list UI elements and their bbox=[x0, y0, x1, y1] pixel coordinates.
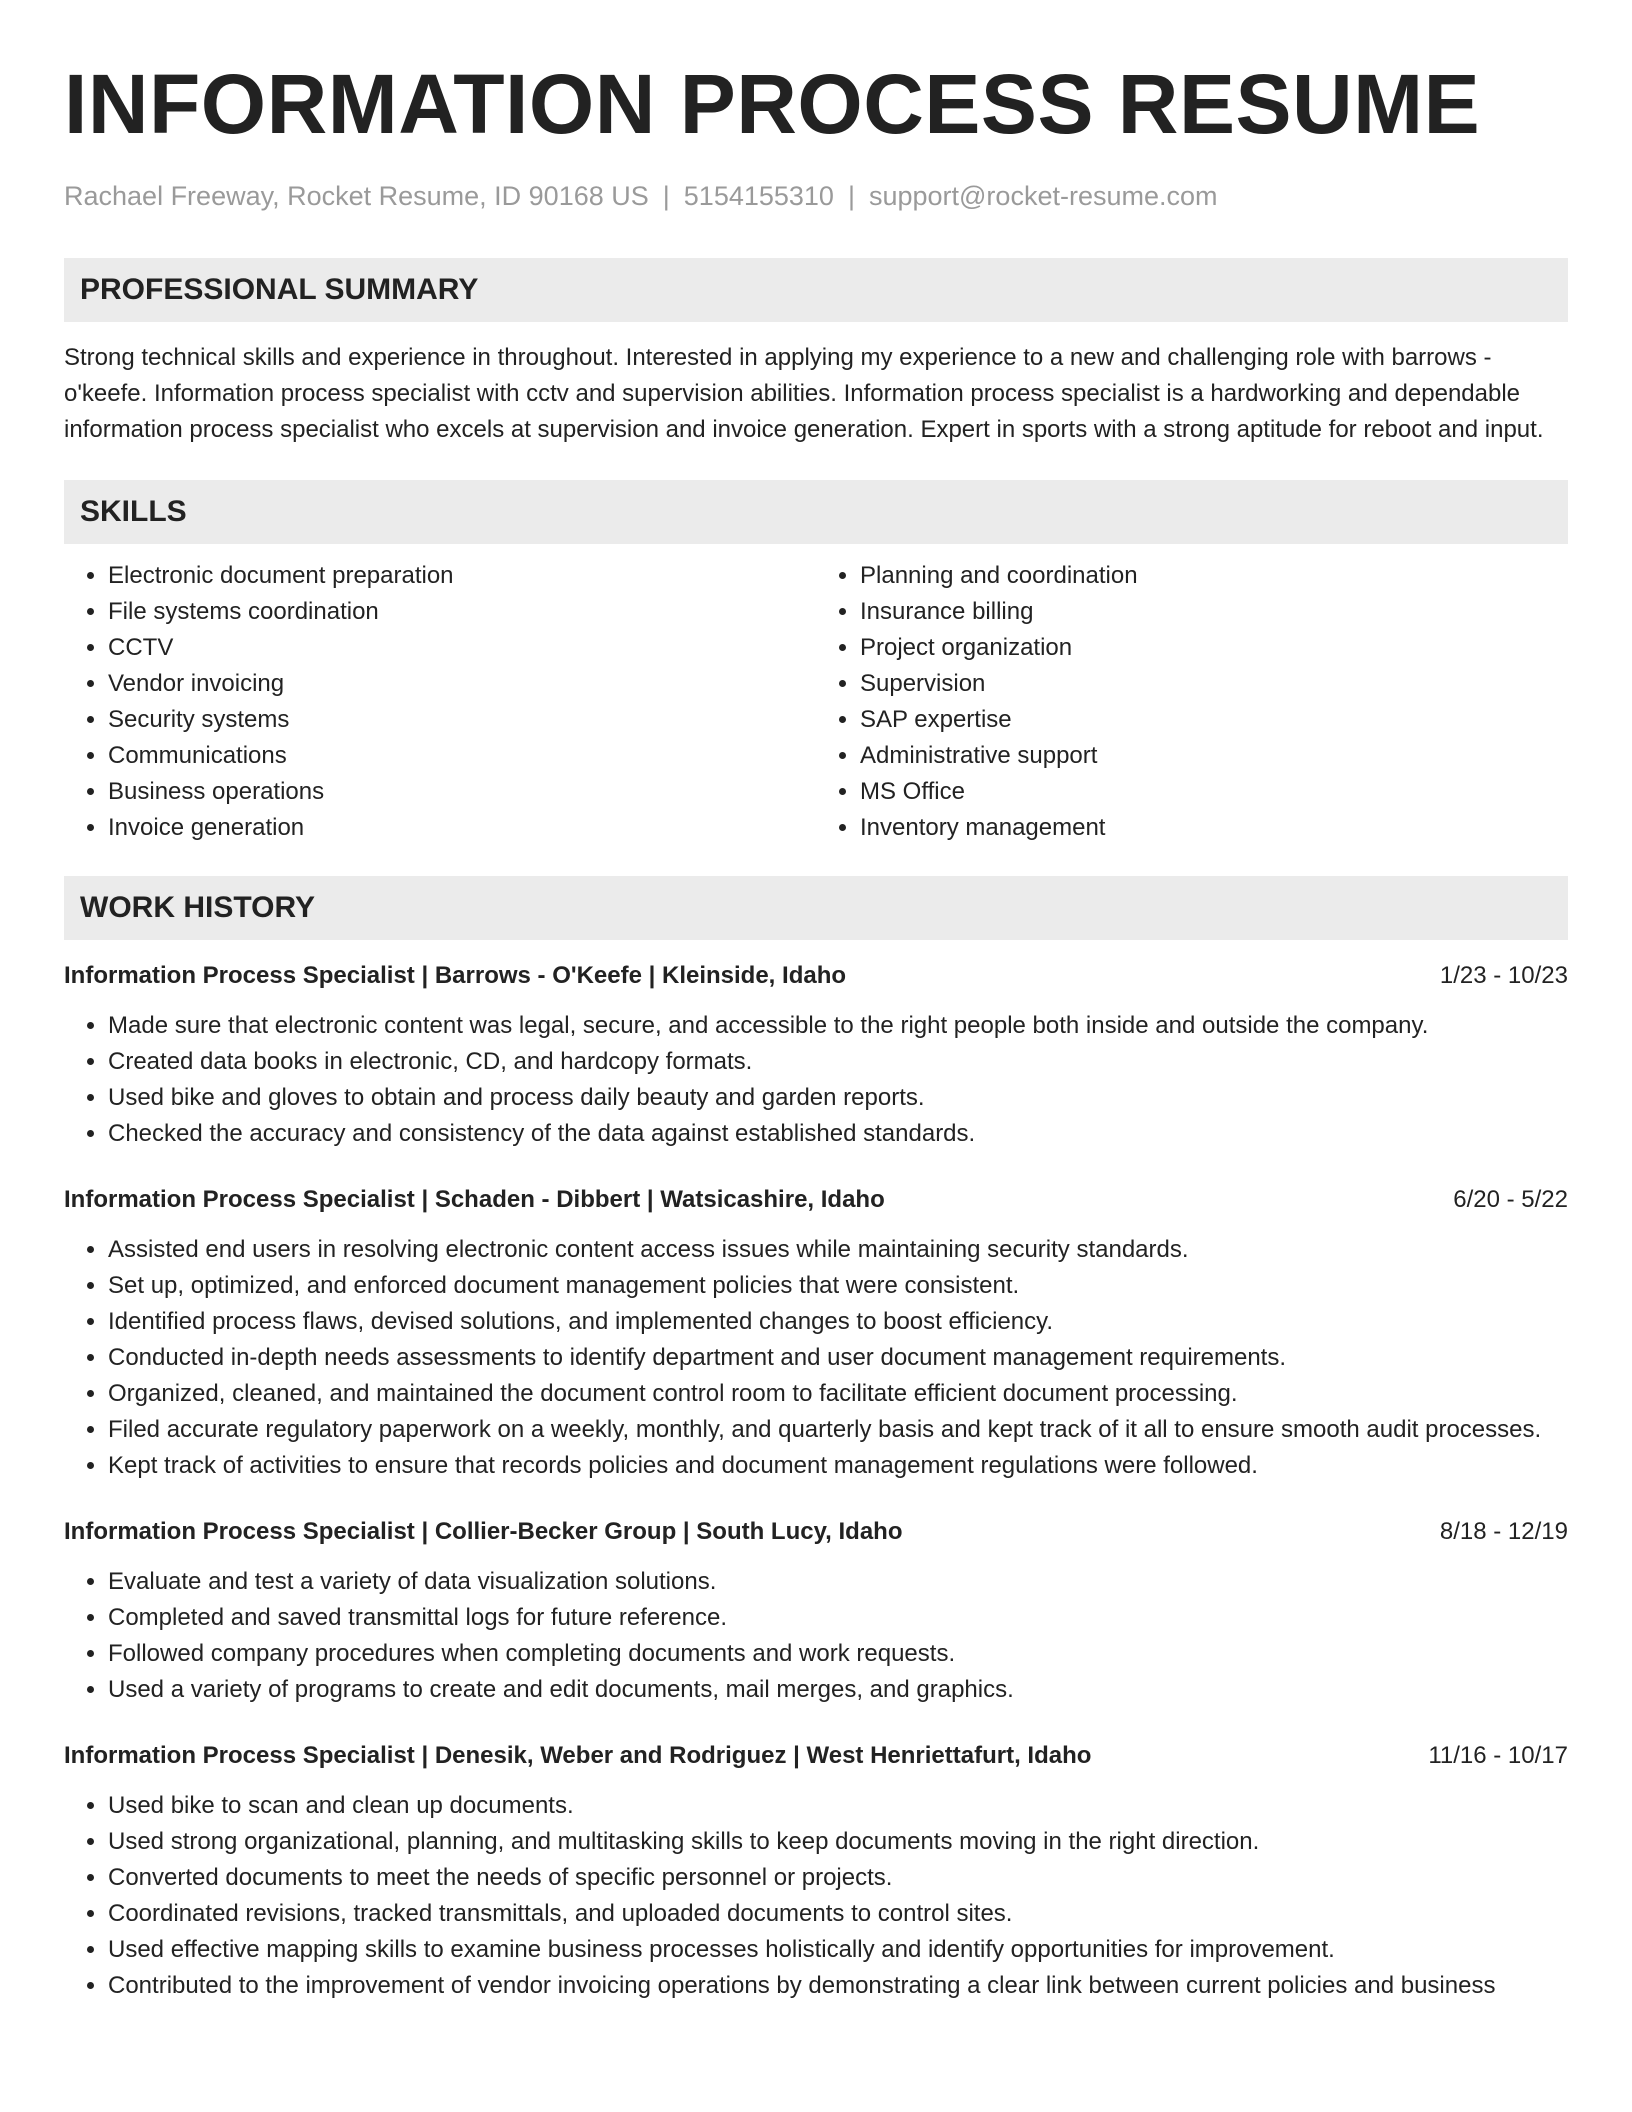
job-bullet: • Organized, cleaned, and maintained the document control room to facilitate efficient document processing. bbox=[108, 1376, 1568, 1412]
skill-item: • Security systems bbox=[108, 702, 816, 738]
skill-item: • Supervision bbox=[860, 666, 1568, 702]
job-dates: 1/23 - 10/23 bbox=[1439, 962, 1568, 989]
job-bullet: • Kept track of activities to ensure that records policies and document management regulations were followed. bbox=[108, 1448, 1568, 1484]
job-bullet: • Conducted in-depth needs assessments to identify department and user document management requirements. bbox=[108, 1340, 1568, 1376]
job-bullet: • Used bike and gloves to obtain and process daily beauty and garden reports. bbox=[108, 1080, 1568, 1116]
skill-item: • CCTV bbox=[108, 630, 816, 666]
work-history-heading: WORK HISTORY bbox=[64, 876, 1568, 940]
job-dates: 8/18 - 12/19 bbox=[1439, 1518, 1568, 1545]
job-bullet: • Coordinated revisions, tracked transmittals, and uploaded documents to control sites. bbox=[108, 1896, 1568, 1932]
skills-column-left bbox=[64, 558, 816, 846]
job-dates: 11/16 - 10/17 bbox=[1428, 1742, 1568, 1769]
job-bullet: • Checked the accuracy and consistency of the data against established standards. bbox=[108, 1116, 1568, 1152]
job-bullet: • Used a variety of programs to create and edit documents, mail merges, and graphics. bbox=[108, 1672, 1568, 1708]
skill-item: • Communications bbox=[108, 738, 816, 774]
skill-item: • SAP expertise bbox=[860, 702, 1568, 738]
job-bullet: • Assisted end users in resolving electronic content access issues while maintaining security standards. bbox=[108, 1232, 1568, 1268]
job-bullet: • Used bike to scan and clean up documents. bbox=[108, 1788, 1568, 1824]
skills-heading: SKILLS bbox=[64, 480, 1568, 544]
contact-phone: 5154155310 bbox=[683, 181, 834, 211]
job-bullet: • Used strong organizational, planning, and multitasking skills to keep documents moving in the right direction. bbox=[108, 1824, 1568, 1860]
job-bullet: • Completed and saved transmittal logs for future reference. bbox=[108, 1600, 1568, 1636]
contact-line bbox=[64, 178, 1568, 214]
skill-item: • Electronic document preparation bbox=[108, 558, 816, 594]
contact-separator: | bbox=[662, 181, 670, 211]
job-bullet: • Contributed to the improvement of vendor invoicing operations by demonstrating a clear link between current policies and business bbox=[108, 1968, 1568, 2004]
job-title: Information Process Specialist | Barrows - O'Keefe | Kleinside, Idaho bbox=[64, 962, 847, 989]
skill-item: • Vendor invoicing bbox=[108, 666, 816, 702]
job-bullet: • Evaluate and test a variety of data visualization solutions. bbox=[108, 1564, 1568, 1600]
summary-text: Strong technical skills and experience in throughout. Interested in applying my experience to a new and challenging role with barrows - o'keefe. Information process specialist with cctv and supervision abilities. Information process specialist is a hardworking and dependable information process specialist who excels at supervision and invoice generation. Expert in sports with a strong aptitude for reboot and input. bbox=[64, 344, 1544, 443]
job-bullet: • Filed accurate regulatory paperwork on a weekly, monthly, and quarterly basis and kept track of it all to ensure smooth audit processes. bbox=[108, 1412, 1568, 1448]
skill-item: • MS Office bbox=[860, 774, 1568, 810]
skill-item: • File systems coordination bbox=[108, 594, 816, 630]
job-dates: 6/20 - 5/22 bbox=[1453, 1186, 1568, 1213]
job-bullet: • Converted documents to meet the needs of specific personnel or projects. bbox=[108, 1860, 1568, 1896]
job-title: Information Process Specialist | Collier-Becker Group | South Lucy, Idaho bbox=[64, 1518, 903, 1545]
job-bullets bbox=[64, 1232, 1568, 1484]
contact-separator: | bbox=[847, 181, 855, 211]
job-bullets bbox=[64, 1564, 1568, 1708]
skills-column-right bbox=[816, 558, 1568, 846]
contact-email: support@rocket-resume.com bbox=[868, 181, 1218, 211]
job-title: Information Process Specialist | Schaden - Dibbert | Watsicashire, Idaho bbox=[64, 1186, 885, 1213]
job-entry bbox=[64, 1738, 1568, 2004]
job-bullets bbox=[64, 1788, 1568, 2004]
job-entry bbox=[64, 958, 1568, 1152]
job-bullets bbox=[64, 1008, 1568, 1152]
job-bullet: • Created data books in electronic, CD, and hardcopy formats. bbox=[108, 1044, 1568, 1080]
job-header bbox=[64, 1738, 1568, 1774]
skill-item: • Invoice generation bbox=[108, 810, 816, 846]
summary-heading: PROFESSIONAL SUMMARY bbox=[64, 258, 1568, 322]
job-title: Information Process Specialist | Denesik, Weber and Rodriguez | West Henriettafurt, Idaho bbox=[64, 1742, 1092, 1769]
job-header bbox=[64, 958, 1568, 994]
skills-list bbox=[64, 558, 1568, 846]
job-bullet: • Identified process flaws, devised solutions, and implemented changes to boost efficiency. bbox=[108, 1304, 1568, 1340]
job-bullet: • Followed company procedures when completing documents and work requests. bbox=[108, 1636, 1568, 1672]
job-bullet: • Used effective mapping skills to examine business processes holistically and identify opportunities for improvement. bbox=[108, 1932, 1568, 1968]
skill-item: • Project organization bbox=[860, 630, 1568, 666]
contact-address: Rachael Freeway, Rocket Resume, ID 90168 US bbox=[64, 181, 649, 211]
skill-item: • Planning and coordination bbox=[860, 558, 1568, 594]
skill-item: • Inventory management bbox=[860, 810, 1568, 846]
skill-item: • Administrative support bbox=[860, 738, 1568, 774]
job-bullet: • Set up, optimized, and enforced document management policies that were consistent. bbox=[108, 1268, 1568, 1304]
skill-item: • Insurance billing bbox=[860, 594, 1568, 630]
skill-item: • Business operations bbox=[108, 774, 816, 810]
job-header bbox=[64, 1514, 1568, 1550]
job-header bbox=[64, 1182, 1568, 1218]
job-entry bbox=[64, 1514, 1568, 1708]
resume-title: INFORMATION PROCESS RESUME bbox=[64, 57, 1481, 151]
job-bullet: • Made sure that electronic content was legal, secure, and accessible to the right people both inside and outside the company. bbox=[108, 1008, 1568, 1044]
job-entry bbox=[64, 1182, 1568, 1484]
